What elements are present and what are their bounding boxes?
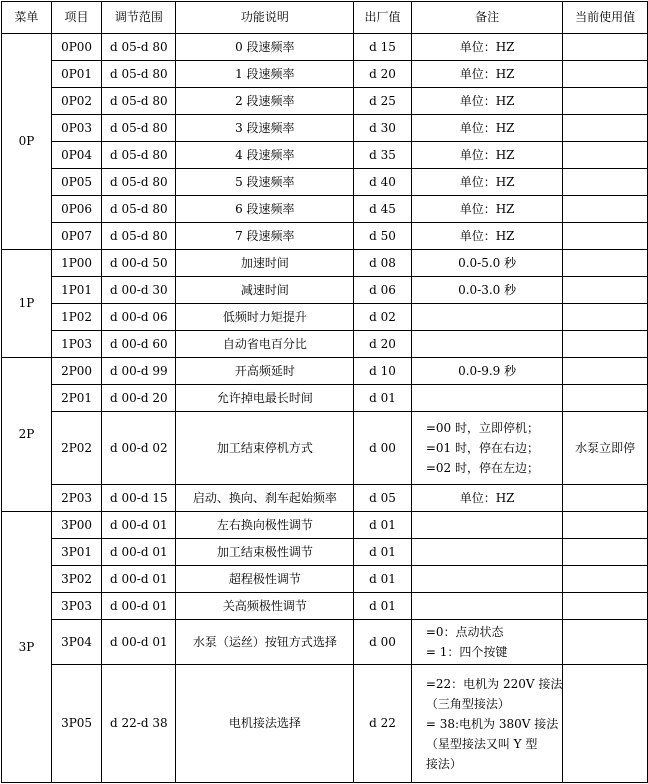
range-cell: d 00-d 01 [102,512,176,539]
range-cell: d 00-d 50 [102,250,176,277]
note-cell [411,277,563,304]
default-cell: d 10 [354,358,412,385]
table-row [2,485,648,512]
description-cell: 0 段速频率 [176,34,354,61]
item-cell: 3P05 [51,665,101,783]
table-body [2,34,648,783]
default-cell: d 30 [354,115,412,142]
note-line: =01 时，停在右边； [425,441,539,455]
header-note: 备注 [411,2,563,34]
current-value-cell [563,115,648,142]
current-value-cell [563,331,648,358]
table-row [2,593,648,620]
table-row [2,566,648,593]
current-value-cell [563,88,648,115]
description-cell: 加工结束极性调节 [176,539,354,566]
range-cell: d 00-d 15 [102,485,176,512]
current-value-cell [563,593,648,620]
item-cell: 3P02 [51,566,101,593]
range-cell: d 05-d 80 [102,169,176,196]
default-cell: d 35 [354,142,412,169]
note-line: 单位：HZ [459,175,515,189]
item-cell: 2P03 [51,485,101,512]
note-line: 单位：HZ [459,229,515,243]
description-cell: 水泵（运丝）按钮方式选择 [176,620,354,665]
note-cell [411,593,563,620]
range-cell: d 00-d 01 [102,620,176,665]
default-cell: d 00 [354,412,412,485]
description-cell: 低频时力矩提升 [176,304,354,331]
current-value-cell [563,61,648,88]
current-value-cell [563,385,648,412]
note-line: 单位：HZ [459,148,515,162]
default-cell: d 20 [354,331,412,358]
note-cell [411,512,563,539]
item-cell: 0P00 [51,34,101,61]
note-cell [411,34,563,61]
range-cell: d 05-d 80 [102,142,176,169]
range-cell: d 22-d 38 [102,665,176,783]
item-cell: 2P00 [51,358,101,385]
table-row [2,358,648,385]
table-row [2,620,648,665]
header-row [2,2,648,34]
default-cell: d 02 [354,304,412,331]
table-row [2,142,648,169]
menu-cell: 1P [2,250,52,358]
range-cell: d 00-d 20 [102,385,176,412]
item-cell: 2P01 [51,385,101,412]
note-cell [411,223,563,250]
default-cell: d 05 [354,485,412,512]
range-cell: d 05-d 80 [102,223,176,250]
table-row [2,412,648,485]
item-cell: 1P02 [51,304,101,331]
default-cell: d 01 [354,593,412,620]
table-row [2,115,648,142]
note-line: =22：电机为 220V 接法 [425,676,563,691]
current-value-cell [563,277,648,304]
note-cell [411,115,563,142]
item-cell: 0P01 [51,61,101,88]
table-row [2,169,648,196]
note-cell [411,665,563,783]
item-cell: 2P02 [51,412,101,485]
range-cell: d 05-d 80 [102,196,176,223]
note-cell [411,620,563,665]
header-item: 项目 [51,2,101,34]
default-cell: d 15 [354,34,412,61]
range-cell: d 05-d 80 [102,115,176,142]
note-cell [411,412,563,485]
table-row [2,385,648,412]
description-cell: 自动省电百分比 [176,331,354,358]
note-line: 0.0-3.0 秒 [458,283,517,297]
current-value-cell [563,539,648,566]
note-cell [411,331,563,358]
current-value-cell [563,250,648,277]
current-value-cell [563,196,648,223]
description-cell: 关高频极性调节 [176,593,354,620]
table-row [2,331,648,358]
description-cell: 开高频延时 [176,358,354,385]
default-cell: d 01 [354,539,412,566]
item-cell: 1P00 [51,250,101,277]
description-cell: 7 段速频率 [176,223,354,250]
current-value-cell [563,358,648,385]
description-cell: 加速时间 [176,250,354,277]
header-current: 当前使用值 [563,2,648,34]
default-cell: d 22 [354,665,412,783]
current-value-cell [563,142,648,169]
item-cell: 0P03 [51,115,101,142]
header-description: 功能说明 [176,2,354,34]
range-cell: d 05-d 80 [102,88,176,115]
note-line: 接法） [425,756,462,771]
current-value-cell: 水泵立即停 [563,412,648,485]
note-cell [411,304,563,331]
range-cell: d 00-d 02 [102,412,176,485]
note-line: 单位：HZ [459,202,515,216]
description-cell: 允许掉电最长时间 [176,385,354,412]
description-cell: 1 段速频率 [176,61,354,88]
table-row [2,539,648,566]
note-line: （三角型接法） [425,696,510,711]
note-line: 0.0-9.9 秒 [458,364,517,378]
menu-cell: 0P [2,34,52,250]
range-cell: d 00-d 01 [102,566,176,593]
note-cell [411,358,563,385]
default-cell: d 40 [354,169,412,196]
note-cell [411,61,563,88]
range-cell: d 00-d 01 [102,593,176,620]
default-cell: d 00 [354,620,412,665]
parameter-table [1,1,648,783]
range-cell: d 00-d 06 [102,304,176,331]
item-cell: 1P01 [51,277,101,304]
default-cell: d 20 [354,61,412,88]
current-value-cell [563,566,648,593]
table-row [2,250,648,277]
description-cell: 5 段速频率 [176,169,354,196]
menu-cell: 2P [2,358,52,512]
default-cell: d 08 [354,250,412,277]
description-cell: 4 段速频率 [176,142,354,169]
note-cell [411,250,563,277]
table-row [2,223,648,250]
header-default: 出厂值 [354,2,412,34]
current-value-cell [563,485,648,512]
description-cell: 2 段速频率 [176,88,354,115]
range-cell: d 05-d 80 [102,34,176,61]
note-line: =02 时，停在左边； [425,461,539,475]
description-cell: 超程极性调节 [176,566,354,593]
default-cell: d 45 [354,196,412,223]
item-cell: 3P04 [51,620,101,665]
item-cell: 0P05 [51,169,101,196]
item-cell: 0P07 [51,223,101,250]
note-cell [411,196,563,223]
note-cell [411,485,563,512]
description-cell: 加工结束停机方式 [176,412,354,485]
item-cell: 3P00 [51,512,101,539]
range-cell: d 00-d 30 [102,277,176,304]
note-line: （星型接法又叫 Y 型 [425,736,538,751]
table-row [2,196,648,223]
range-cell: d 05-d 80 [102,61,176,88]
default-cell: d 01 [354,566,412,593]
description-cell: 6 段速频率 [176,196,354,223]
item-cell: 1P03 [51,331,101,358]
current-value-cell [563,512,648,539]
current-value-cell [563,620,648,665]
range-cell: d 00-d 01 [102,539,176,566]
note-line: 单位：HZ [459,121,515,135]
note-cell [411,169,563,196]
description-cell: 电机接法选择 [176,665,354,783]
menu-cell: 3P [2,512,52,783]
note-line: =00 时，立即停机； [425,421,539,435]
table-row [2,665,648,783]
default-cell: d 01 [354,512,412,539]
note-cell [411,385,563,412]
current-value-cell [563,34,648,61]
description-cell: 减速时间 [176,277,354,304]
note-cell [411,566,563,593]
default-cell: d 06 [354,277,412,304]
description-cell: 3 段速频率 [176,115,354,142]
note-line: = 1：四个按键 [425,645,508,659]
note-line: 单位：HZ [459,94,515,108]
description-cell: 启动、换向、刹车起始频率 [176,485,354,512]
item-cell: 0P02 [51,88,101,115]
range-cell: d 00-d 99 [102,358,176,385]
table-row [2,61,648,88]
range-cell: d 00-d 60 [102,331,176,358]
default-cell: d 50 [354,223,412,250]
note-line: = 38:电机为 380V 接法 [425,716,559,731]
table-row [2,34,648,61]
table-row [2,277,648,304]
item-cell: 3P03 [51,593,101,620]
table-row [2,512,648,539]
note-line: 单位：HZ [459,67,515,81]
current-value-cell [563,169,648,196]
header-range: 调节范围 [102,2,176,34]
current-value-cell [563,304,648,331]
default-cell: d 25 [354,88,412,115]
item-cell: 3P01 [51,539,101,566]
note-line: 0.0-5.0 秒 [458,256,517,270]
current-value-cell [563,223,648,250]
item-cell: 0P06 [51,196,101,223]
item-cell: 0P04 [51,142,101,169]
note-line: =0：点动状态 [425,625,504,639]
default-cell: d 01 [354,385,412,412]
header-menu: 菜单 [2,2,52,34]
table-row [2,88,648,115]
note-line: 单位：HZ [459,40,515,54]
table-row [2,304,648,331]
description-cell: 左右换向极性调节 [176,512,354,539]
note-cell [411,539,563,566]
current-value-cell [563,665,648,783]
note-line: 单位：HZ [459,491,515,505]
note-cell [411,142,563,169]
note-cell [411,88,563,115]
